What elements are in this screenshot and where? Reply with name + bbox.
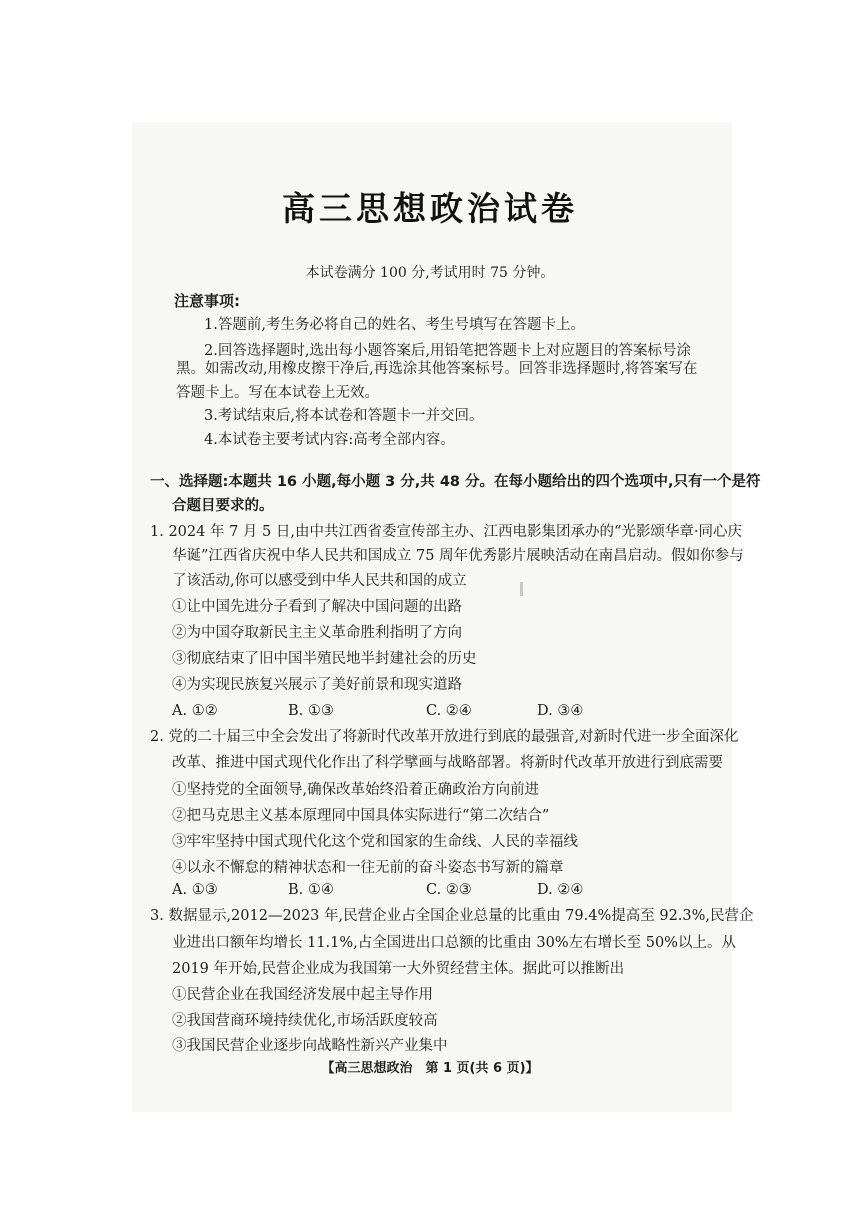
q3-stem-line: 3. 数据显示,2012—2023 年,民营企业占全国企业总量的比重由 79.4%提高至 92.3%,民营企 [150, 908, 754, 924]
q1-stem-line: 1. 2024 年 7 月 5 日,由中共江西省委宣传部主办、江西电影集团承办的“光影颂华章·同心庆 [150, 524, 742, 540]
q1-option-c: C. ②④ [426, 703, 472, 719]
notice-item-2-end: 答题卡上。写在本试卷上无效。 [176, 385, 379, 401]
q2-option-c: C. ②③ [426, 882, 472, 898]
q3-stem-line: 业进出口额年均增长 11.1%,占全国进出口总额的比重由 30%左右增长至 50%以上。从 [172, 935, 736, 951]
notice-item-2: 2.回答选择题时,选出每小题答案后,用铅笔把答题卡上对应题目的答案标号涂 [204, 343, 692, 359]
q1-option-a: A. ①② [172, 703, 218, 719]
page-footer: 【高三思想政治 第 1 页(共 6 页)】 [321, 1061, 539, 1076]
q2-statement: ②把马克思主义基本原理同中国具体实际进行“第二次结合” [172, 808, 550, 824]
q1-option-d: D. ③④ [537, 703, 584, 719]
q1-stem-line: 华诞”江西省庆祝中华人民共和国成立 75 周年优秀影片展映活动在南昌启动。假如你参与 [172, 548, 744, 564]
q1-statement: ④为实现民族复兴展示了美好前景和现实道路 [172, 677, 462, 693]
q2-stem-line: 2. 党的二十届三中全会发出了将新时代改革开放进行到底的最强音,对新时代进一步全面深化 [150, 729, 739, 745]
notice-heading: 注意事项: [174, 292, 240, 310]
q2-option-a: A. ①③ [172, 882, 218, 898]
scan-mark [520, 582, 523, 596]
q1-stem-line: 了该活动,你可以感受到中华人民共和国的成立 [172, 573, 467, 589]
section-heading-cont: 合题目要求的。 [172, 498, 274, 514]
q3-statement: ②我国营商环境持续优化,市场活跃度较高 [172, 1013, 438, 1029]
q3-statement: ①民营企业在我国经济发展中起主导作用 [172, 987, 433, 1003]
q1-statement: ②为中国夺取新民主主义革命胜利指明了方向 [172, 625, 462, 641]
notice-item-2-cont: 黑。如需改动,用橡皮擦干净后,再选涂其他答案标号。回答非选择题时,将答案写在 [176, 361, 698, 377]
q1-statement: ①让中国先进分子看到了解决中国问题的出路 [172, 599, 462, 615]
section-heading: 一、选择题:本题共 16 小题,每小题 3 分,共 48 分。在每小题给出的四个选项中,只有一个是符 [150, 474, 761, 490]
notice-item-4: 4.本试卷主要考试内容:高考全部内容。 [204, 432, 455, 448]
q1-statement: ③彻底结束了旧中国半殖民地半封建社会的历史 [172, 651, 477, 667]
notice-item-1: 1.答题前,考生务必将自己的姓名、考生号填写在答题卡上。 [204, 317, 585, 333]
q2-statement: ①坚持党的全面领导,确保改革始终沿着正确政治方向前进 [172, 782, 540, 798]
exam-title: 高三思想政治试卷 [282, 189, 578, 228]
q1-option-b: B. ①③ [288, 703, 334, 719]
q2-stem-line: 改革、推进中国式现代化作出了科学擘画与战略部署。将新时代改革开放进行到底需要 [172, 755, 723, 771]
exam-subtitle: 本试卷满分 100 分,考试用时 75 分钟。 [305, 265, 555, 281]
q3-stem-line: 2019 年开始,民营企业成为我国第一大外贸经营主体。据此可以推断出 [172, 961, 625, 977]
notice-item-3: 3.考试结束后,将本试卷和答题卡一并交回。 [204, 408, 484, 424]
q2-statement: ③牢牢坚持中国式现代化这个党和国家的生命线、人民的幸福线 [172, 834, 578, 850]
q2-option-d: D. ②④ [537, 882, 584, 898]
q2-option-b: B. ①④ [288, 882, 334, 898]
q3-statement: ③我国民营企业逐步向战略性新兴产业集中 [172, 1038, 448, 1054]
q2-statement: ④以永不懈怠的精神状态和一往无前的奋斗姿态书写新的篇章 [172, 860, 564, 876]
